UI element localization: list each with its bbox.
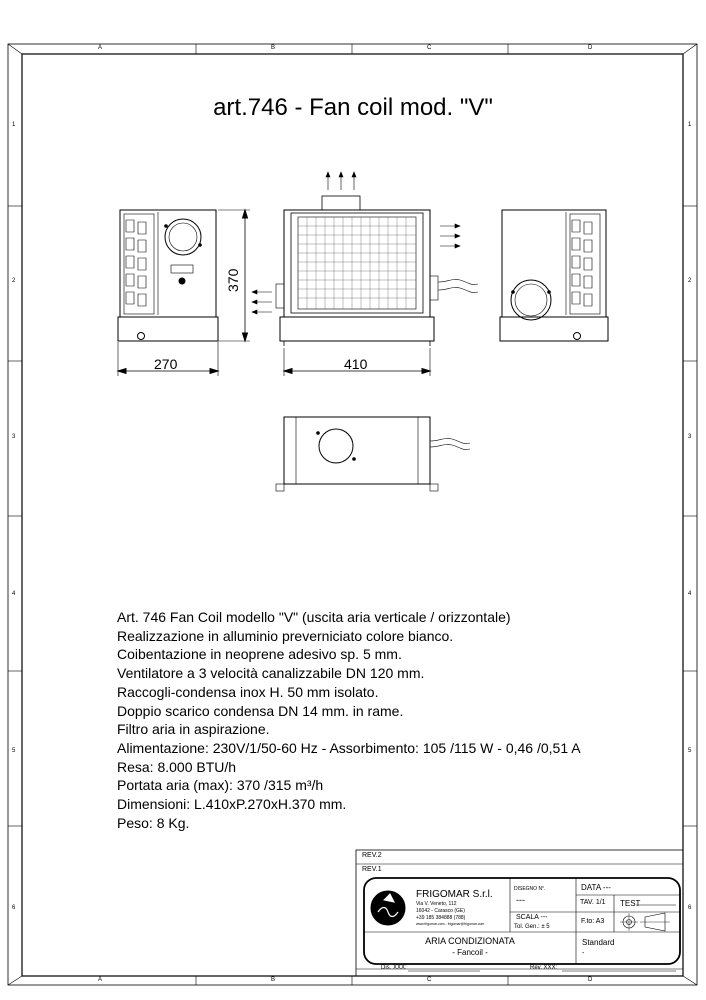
spec-line: Art. 746 Fan Coil modello "V" (uscita aria verticale / orizzontale) (117, 609, 511, 625)
spec-line: Resa: 8.000 BTU/h (117, 758, 237, 775)
disegno-label: DISEGNO N°. (514, 886, 546, 892)
zone-row-4-left: 4 (12, 591, 16, 597)
test-label: TEST (620, 899, 641, 908)
front-view (252, 172, 478, 376)
spec-line: Ventilatore a 3 velocità canalizzabile DN 120 mm. (117, 665, 425, 682)
disegno-value: --- (516, 895, 525, 905)
zone-row-6-left: 6 (12, 905, 16, 911)
rev1-label: REV.1 (362, 866, 382, 873)
drawing-title: art.746 - Fan coil mod. "V" (213, 94, 493, 121)
zone-col-a-top: A (98, 45, 103, 51)
zone-row-5-left: 5 (12, 748, 16, 754)
zone-col-c-bottom: C (427, 977, 432, 983)
side-view-right (500, 210, 608, 341)
data-label: DATA --- (581, 883, 611, 892)
zone-row-1-right: 1 (688, 122, 692, 128)
zone-col-d-top: D (588, 45, 593, 51)
company-address-1: Via V. Veneto, 112 (416, 901, 457, 907)
zone-row-6-right: 6 (688, 905, 692, 911)
zone-row-3-left: 3 (12, 434, 16, 440)
description-line-2: - Fancoil - (452, 948, 488, 957)
zone-col-a-bottom: A (98, 977, 103, 983)
spec-line: Peso: 8 Kg. (117, 814, 190, 831)
dimension-width: 410 (344, 356, 368, 372)
spec-line: Dimensioni: L.410xP.270xH.370 mm. (117, 796, 347, 813)
standard-value: - (582, 950, 585, 957)
company-web: www.frigomar.com - frigomar@frigomar.com (416, 922, 485, 926)
company-address-2: 16042 - Carasco (GE) (416, 908, 465, 914)
tolerance-label: Tol. Gen.: ± 5 (514, 924, 550, 930)
side-view-left (118, 210, 250, 376)
format-label: F.to: A3 (581, 918, 605, 925)
tavola-label: TAV. 1/1 (580, 899, 606, 906)
company-phone: +39 185 384888 (788) (416, 915, 466, 921)
inner-border (22, 54, 683, 976)
spec-line: Filtro aria in aspirazione. (117, 721, 270, 738)
zone-row-3-right: 3 (688, 434, 692, 440)
title-block-lines (356, 850, 683, 976)
rev-label: Rev. XXX: (530, 965, 558, 971)
zone-col-c-top: C (427, 45, 432, 51)
zone-row-5-right: 5 (688, 748, 692, 754)
spec-line: Alimentazione: 230V/1/50-60 Hz - Assorbimento: 105 /115 W - 0,46 /0,51 A (117, 739, 581, 756)
top-view (276, 417, 470, 491)
zone-row-2-right: 2 (688, 278, 692, 284)
spec-list (117, 608, 581, 832)
column-ticks (196, 44, 508, 985)
zone-col-b-bottom: B (271, 977, 276, 983)
spec-line: Realizzazione in alluminio preverniciato colore bianco. (117, 627, 454, 644)
scala-label: SCALA --- (516, 914, 548, 921)
rev2-label: REV.2 (362, 852, 382, 859)
spec-line: Coibentazione in neoprene adesivo sp. 5 mm. (117, 646, 402, 663)
spec-line: Doppio scarico condensa DN 14 mm. in rame. (117, 702, 404, 719)
dimension-height: 370 (225, 268, 241, 292)
zone-row-2-left: 2 (12, 278, 16, 284)
zone-row-1-left: 1 (12, 122, 16, 128)
spec-line: Raccogli-condensa inox H. 50 mm isolato. (117, 683, 379, 700)
dimension-depth: 270 (154, 356, 178, 372)
standard-label: Standard (582, 938, 615, 947)
description-line-1: ARIA CONDIZIONATA (425, 936, 515, 946)
zone-row-4-right: 4 (688, 591, 692, 597)
zone-col-b-top: B (271, 45, 276, 51)
zone-col-d-bottom: D (588, 977, 593, 983)
outer-border (8, 44, 697, 985)
spec-line: Portata aria (max): 370 /315 m³/h (117, 777, 324, 794)
dis-label: Dis. XXX: (381, 965, 407, 971)
company-name: FRIGOMAR S.r.l. (416, 889, 493, 900)
